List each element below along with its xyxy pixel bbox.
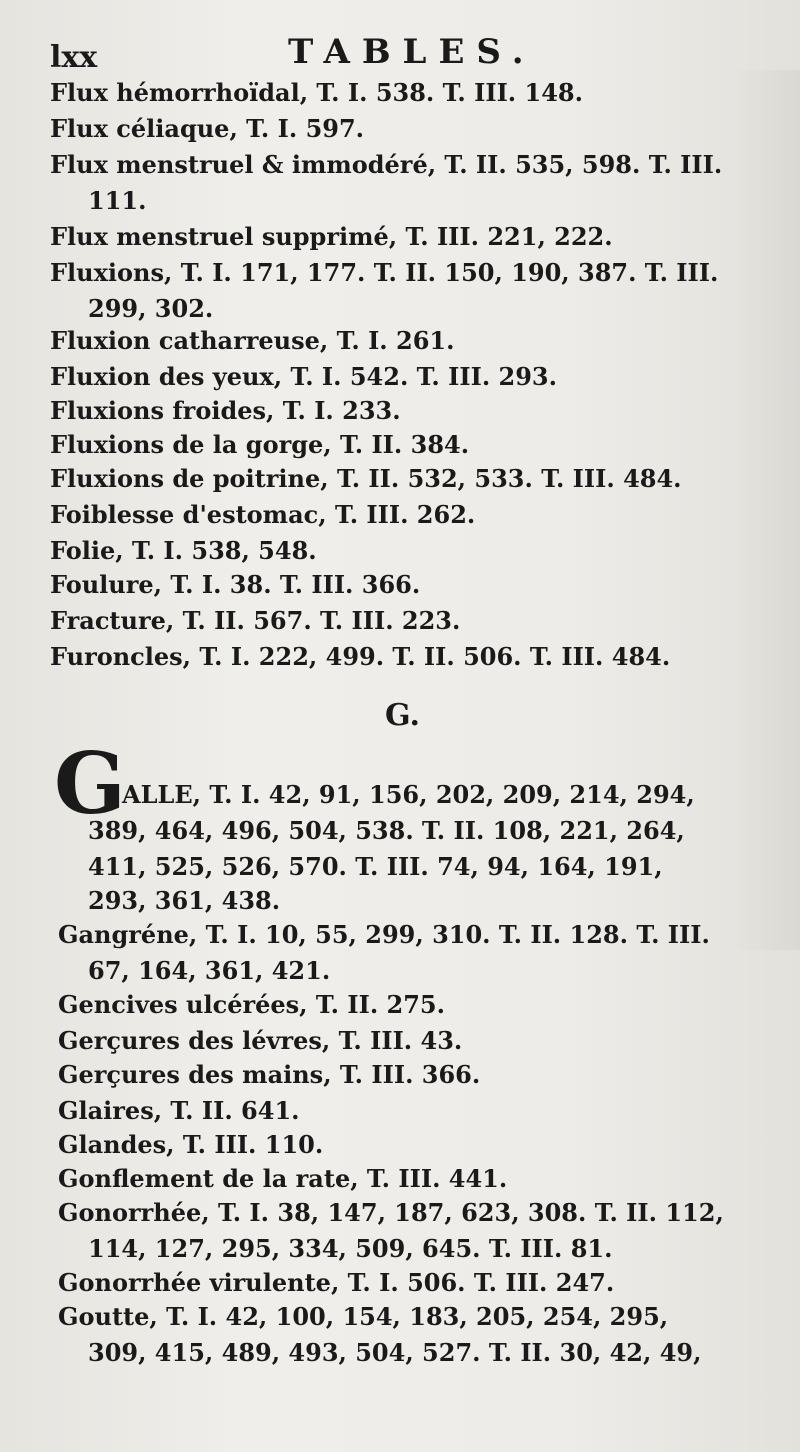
index-entry: Flux céliaque, T. I. 597. bbox=[50, 114, 365, 143]
index-entry: Folie, T. I. 538, 548. bbox=[50, 536, 317, 565]
index-entry: Gangréne, T. I. 10, 55, 299, 310. T. II. 128. T. III. bbox=[58, 920, 710, 949]
index-entry: Gerçures des lévres, T. III. 43. bbox=[58, 1026, 463, 1055]
index-entry: Gonorrhée, T. I. 38, 147, 187, 623, 308. T. II. 112, bbox=[58, 1198, 724, 1227]
index-entry: Flux hémorrhoïdal, T. I. 538. T. III. 148. bbox=[50, 78, 583, 107]
index-entry-continuation: 293, 361, 438. bbox=[88, 886, 281, 915]
index-entry-continuation: 67, 164, 361, 421. bbox=[88, 956, 331, 985]
index-entry: Fluxion des yeux, T. I. 542. T. III. 293. bbox=[50, 362, 557, 391]
index-entry: Fluxions de poitrine, T. II. 532, 533. T. III. 484. bbox=[50, 464, 682, 493]
page-number: lxx bbox=[50, 40, 98, 75]
index-entry: Fluxion catharreuse, T. I. 261. bbox=[50, 326, 455, 355]
drop-cap: G bbox=[54, 734, 126, 833]
index-entry: Gonflement de la rate, T. III. 441. bbox=[58, 1164, 508, 1193]
index-entry: Glandes, T. III. 110. bbox=[58, 1130, 324, 1159]
index-entry-galle: ALLE, T. I. 42, 91, 156, 202, 209, 214, 294, bbox=[122, 780, 695, 809]
index-entry: Gencives ulcérées, T. II. 275. bbox=[58, 990, 445, 1019]
index-entry: Gerçures des mains, T. III. 366. bbox=[58, 1060, 481, 1089]
index-entry-continuation: 114, 127, 295, 334, 509, 645. T. III. 81. bbox=[88, 1234, 613, 1263]
index-entry: Foulure, T. I. 38. T. III. 366. bbox=[50, 570, 421, 599]
show-through-shadow bbox=[730, 70, 800, 950]
index-entry: Flux menstruel & immodéré, T. II. 535, 598. T. III. bbox=[50, 150, 723, 179]
index-entry: Gonorrhée virulente, T. I. 506. T. III. 247. bbox=[58, 1268, 615, 1297]
page-header bbox=[50, 32, 750, 82]
index-entry: Foiblesse d'estomac, T. III. 262. bbox=[50, 500, 476, 529]
index-entry: Glaires, T. II. 641. bbox=[58, 1096, 300, 1125]
index-entry: Fluxions froides, T. I. 233. bbox=[50, 396, 401, 425]
index-entry-continuation: 299, 302. bbox=[88, 294, 214, 323]
index-entry: Fluxions de la gorge, T. II. 384. bbox=[50, 430, 470, 459]
index-entry: Goutte, T. I. 42, 100, 154, 183, 205, 254, 295, bbox=[58, 1302, 669, 1331]
index-entry: Fluxions, T. I. 171, 177. T. II. 150, 190, 387. T. III. bbox=[50, 258, 719, 287]
section-letter: G. bbox=[385, 698, 420, 733]
index-entry: Flux menstruel supprimé, T. III. 221, 222. bbox=[50, 222, 613, 251]
index-entry-continuation: 309, 415, 489, 493, 504, 527. T. II. 30, 42, 49, bbox=[88, 1338, 702, 1367]
index-entry: Fracture, T. II. 567. T. III. 223. bbox=[50, 606, 461, 635]
index-entry-continuation: 111. bbox=[88, 186, 147, 215]
index-entry: Furoncles, T. I. 222, 499. T. II. 506. T. III. 484. bbox=[50, 642, 671, 671]
index-entry-continuation: 411, 525, 526, 570. T. III. 74, 94, 164, 191, bbox=[88, 852, 663, 881]
index-entry-continuation: 389, 464, 496, 504, 538. T. II. 108, 221, 264, bbox=[88, 816, 685, 845]
running-title: TABLES. bbox=[288, 32, 536, 72]
